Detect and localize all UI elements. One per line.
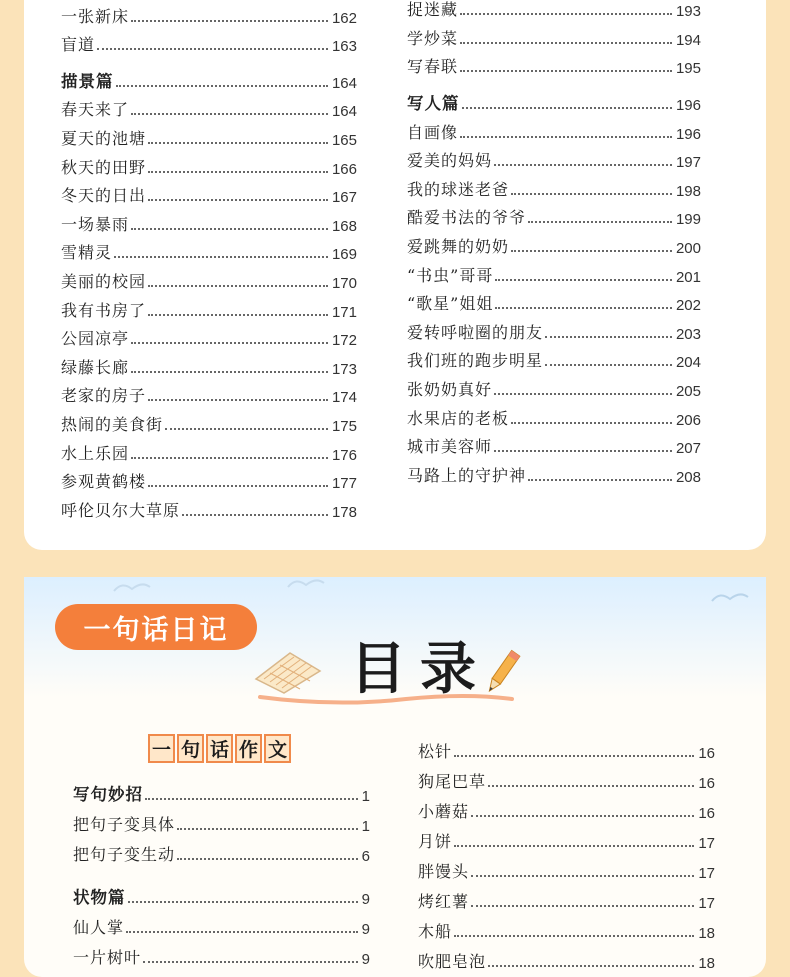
toc-entry-page: 16 bbox=[698, 775, 715, 792]
section-title-boxed bbox=[148, 734, 291, 763]
toc-entry-title: 自画像 bbox=[407, 122, 459, 142]
toc-entry[interactable] bbox=[73, 805, 370, 835]
toc-entry-page: 200 bbox=[675, 239, 701, 257]
toc-entry[interactable] bbox=[407, 400, 701, 429]
toc-entry-page: 193 bbox=[675, 3, 701, 21]
toc-entry-page: 17 bbox=[698, 835, 715, 852]
toc-entry-title: 写人篇 bbox=[407, 93, 460, 113]
toc-section-heading[interactable] bbox=[73, 878, 370, 908]
toc-entry-title: 夏天的池塘 bbox=[61, 128, 147, 148]
toc-section-heading[interactable] bbox=[407, 85, 701, 114]
toc-entry-page: 9 bbox=[361, 891, 370, 908]
page-title: 目录 bbox=[350, 637, 490, 702]
toc-entry-title: 爱美的妈妈 bbox=[407, 151, 493, 171]
dot-leader bbox=[182, 514, 328, 516]
toc-entry-page: 165 bbox=[331, 131, 357, 149]
toc-entry-page: 162 bbox=[331, 9, 357, 27]
toc-entry[interactable] bbox=[407, 343, 701, 372]
bird-icon bbox=[710, 589, 750, 607]
toc-entry[interactable] bbox=[407, 314, 701, 343]
dot-leader bbox=[454, 845, 694, 847]
toc-entry-title: 我有书房了 bbox=[61, 300, 147, 320]
dot-leader bbox=[114, 256, 328, 258]
toc-entry-title: 吹肥皂泡 bbox=[418, 952, 487, 971]
dot-leader bbox=[494, 164, 672, 166]
toc-entry[interactable] bbox=[407, 200, 701, 229]
toc-entry-title: 冬天的日出 bbox=[61, 186, 147, 206]
toc-entry-title: 呼伦贝尔大草原 bbox=[61, 500, 181, 520]
toc-entry-page: 178 bbox=[331, 503, 357, 521]
toc-entry[interactable] bbox=[61, 149, 357, 178]
toc-entry-title: 木船 bbox=[418, 922, 453, 941]
dot-leader bbox=[528, 479, 672, 481]
dot-leader bbox=[471, 815, 694, 817]
toc-entry-title: 写句妙招 bbox=[73, 785, 143, 804]
dot-leader bbox=[495, 307, 672, 309]
toc-entry-page: 207 bbox=[675, 440, 701, 458]
dot-leader bbox=[116, 85, 328, 87]
toc-entry[interactable] bbox=[61, 235, 357, 264]
toc-entry-title: 热闹的美食街 bbox=[61, 414, 164, 434]
toc-entry-page: 1 bbox=[361, 788, 370, 805]
toc-entry-title: 水上乐园 bbox=[61, 443, 130, 463]
toc-entry-title: 我们班的跑步明星 bbox=[407, 351, 544, 371]
dot-leader bbox=[454, 755, 694, 757]
toc-card-bottom bbox=[24, 577, 766, 977]
toc-entry-title: 秋天的田野 bbox=[61, 157, 147, 177]
toc-entry-page: 164 bbox=[331, 103, 357, 121]
dot-leader bbox=[128, 901, 358, 903]
toc-entry-title: 把句子变生动 bbox=[73, 845, 176, 864]
toc-entry-title: 小蘑菇 bbox=[418, 802, 470, 821]
toc-entry-title: 公园凉亭 bbox=[61, 329, 130, 349]
toc-entry-title: “书虫”哥哥 bbox=[407, 265, 494, 285]
section-gap bbox=[61, 55, 357, 63]
toc-entry-title: 酷爱书法的爷爷 bbox=[407, 208, 527, 228]
bird-icon bbox=[286, 575, 326, 593]
dot-leader bbox=[131, 457, 328, 459]
toc-entry-page: 17 bbox=[698, 865, 715, 882]
dot-leader bbox=[148, 399, 328, 401]
toc-entry-title: 学炒菜 bbox=[407, 28, 459, 48]
dot-leader bbox=[148, 285, 328, 287]
toc-entry-title: 雪精灵 bbox=[61, 243, 113, 263]
toc-entry[interactable] bbox=[73, 908, 370, 938]
toc-entry-page: 16 bbox=[698, 745, 715, 762]
toc-entry-page: 9 bbox=[361, 921, 370, 938]
toc-entry-title: 一张新床 bbox=[61, 6, 130, 26]
toc-section-heading[interactable] bbox=[73, 775, 370, 805]
section-title-char: 话 bbox=[206, 734, 233, 763]
toc-column-right bbox=[418, 732, 715, 972]
toc-entry[interactable] bbox=[61, 0, 357, 27]
toc-entry-title: 爱转呼啦圈的朋友 bbox=[407, 322, 544, 342]
toc-entry[interactable] bbox=[418, 912, 715, 942]
toc-entry[interactable] bbox=[407, 114, 701, 143]
toc-entry[interactable] bbox=[407, 171, 701, 200]
toc-entry[interactable] bbox=[61, 464, 357, 493]
toc-entry-page: 163 bbox=[331, 38, 357, 56]
toc-section-heading[interactable] bbox=[61, 63, 357, 92]
dot-leader bbox=[148, 171, 328, 173]
toc-entry-page: 197 bbox=[675, 154, 701, 172]
dot-leader bbox=[131, 113, 328, 115]
dot-leader bbox=[177, 828, 358, 830]
toc-entry[interactable] bbox=[61, 206, 357, 235]
toc-entry[interactable] bbox=[61, 263, 357, 292]
section-title-char: 作 bbox=[235, 734, 262, 763]
toc-entry-title: 参观黄鹤楼 bbox=[61, 472, 147, 492]
toc-entry[interactable] bbox=[61, 120, 357, 149]
toc-entry-page: 199 bbox=[675, 211, 701, 229]
toc-entry[interactable] bbox=[418, 762, 715, 792]
toc-entry-page: 166 bbox=[331, 160, 357, 178]
toc-entry[interactable] bbox=[418, 732, 715, 762]
toc-entry-title: 描景篇 bbox=[61, 71, 114, 91]
toc-entry-page: 196 bbox=[675, 96, 701, 114]
toc-entry[interactable] bbox=[61, 178, 357, 207]
toc-card-top bbox=[24, 0, 766, 550]
dot-leader bbox=[511, 250, 672, 252]
toc-entry[interactable] bbox=[407, 228, 701, 257]
dot-leader bbox=[126, 931, 358, 933]
toc-entry-page: 164 bbox=[331, 74, 357, 92]
dot-leader bbox=[148, 485, 328, 487]
toc-entry-title: 我的球迷老爸 bbox=[407, 179, 510, 199]
toc-entry-title: 一场暴雨 bbox=[61, 214, 130, 234]
toc-entry-page: 204 bbox=[675, 354, 701, 372]
dot-leader bbox=[511, 193, 672, 195]
toc-entry-page: 16 bbox=[698, 805, 715, 822]
toc-entry-page: 173 bbox=[331, 360, 357, 378]
toc-entry[interactable] bbox=[407, 0, 701, 20]
toc-entry-page: 18 bbox=[698, 955, 715, 972]
dot-leader bbox=[495, 279, 672, 281]
toc-column-left bbox=[61, 0, 357, 521]
toc-entry-page: 175 bbox=[331, 417, 357, 435]
dot-leader bbox=[165, 428, 328, 430]
toc-entry-page: 196 bbox=[675, 125, 701, 143]
dot-leader bbox=[131, 342, 328, 344]
toc-entry[interactable] bbox=[61, 378, 357, 407]
dot-leader bbox=[462, 107, 672, 109]
toc-entry-title: 水果店的老板 bbox=[407, 408, 510, 428]
toc-entry-page: 194 bbox=[675, 31, 701, 49]
toc-entry-page: 195 bbox=[675, 60, 701, 78]
dot-leader bbox=[177, 858, 358, 860]
dot-leader bbox=[148, 142, 328, 144]
dot-leader bbox=[131, 20, 328, 22]
toc-entry-title: 状物篇 bbox=[73, 888, 126, 907]
dot-leader bbox=[148, 199, 328, 201]
toc-entry-page: 18 bbox=[698, 925, 715, 942]
toc-entry[interactable] bbox=[407, 429, 701, 458]
toc-entry[interactable] bbox=[61, 92, 357, 121]
toc-entry-title: 仙人掌 bbox=[73, 918, 125, 937]
section-title-char: 一 bbox=[148, 734, 175, 763]
toc-entry-page: 6 bbox=[361, 848, 370, 865]
toc-entry[interactable] bbox=[418, 942, 715, 972]
dot-leader bbox=[528, 221, 672, 223]
toc-column-right bbox=[407, 0, 701, 486]
toc-entry-title: 绿藤长廊 bbox=[61, 357, 130, 377]
toc-entry[interactable] bbox=[61, 406, 357, 435]
section-gap bbox=[407, 77, 701, 85]
toc-entry[interactable] bbox=[418, 792, 715, 822]
toc-entry-title: 烤红薯 bbox=[418, 892, 470, 911]
diary-badge: 一句话日记 bbox=[55, 604, 257, 650]
dot-leader bbox=[460, 42, 672, 44]
toc-entry[interactable] bbox=[407, 257, 701, 286]
toc-entry-title: 张奶奶真好 bbox=[407, 379, 493, 399]
toc-entry[interactable] bbox=[73, 835, 370, 865]
title-underline bbox=[256, 689, 516, 707]
bird-icon bbox=[112, 579, 152, 597]
toc-entry-title: 春天来了 bbox=[61, 100, 130, 120]
toc-entry-title: 盲道 bbox=[61, 35, 96, 55]
toc-entry[interactable] bbox=[407, 20, 701, 49]
toc-entry-title: 美丽的校园 bbox=[61, 271, 147, 291]
dot-leader bbox=[143, 961, 358, 963]
toc-entry[interactable] bbox=[407, 286, 701, 315]
toc-entry-page: 202 bbox=[675, 297, 701, 315]
toc-entry-page: 177 bbox=[331, 475, 357, 493]
pencil-icon bbox=[482, 647, 522, 699]
toc-entry-page: 206 bbox=[675, 411, 701, 429]
toc-entry[interactable] bbox=[61, 349, 357, 378]
toc-entry-page: 203 bbox=[675, 325, 701, 343]
toc-entry-title: 城市美容师 bbox=[407, 437, 493, 457]
toc-entry-page: 170 bbox=[331, 274, 357, 292]
toc-entry[interactable] bbox=[407, 143, 701, 172]
toc-entry[interactable] bbox=[61, 321, 357, 350]
toc-entry-title: 松针 bbox=[418, 742, 453, 761]
dot-leader bbox=[460, 136, 672, 138]
dot-leader bbox=[454, 935, 694, 937]
dot-leader bbox=[97, 48, 328, 50]
dot-leader bbox=[511, 422, 672, 424]
dot-leader bbox=[145, 798, 358, 800]
toc-entry[interactable] bbox=[418, 822, 715, 852]
toc-entry[interactable] bbox=[61, 435, 357, 464]
toc-entry-page: 198 bbox=[675, 182, 701, 200]
toc-column-left bbox=[73, 775, 370, 968]
dot-leader bbox=[460, 13, 672, 15]
toc-entry-title: “歌星”姐姐 bbox=[407, 294, 494, 314]
section-title-char: 句 bbox=[177, 734, 204, 763]
dot-leader bbox=[545, 336, 672, 338]
dot-leader bbox=[494, 450, 672, 452]
dot-leader bbox=[471, 905, 694, 907]
toc-entry-page: 208 bbox=[675, 468, 701, 486]
toc-entry[interactable] bbox=[61, 27, 357, 56]
toc-entry-page: 171 bbox=[331, 303, 357, 321]
toc-entry-title: 狗尾巴草 bbox=[418, 772, 487, 791]
toc-entry[interactable] bbox=[61, 292, 357, 321]
toc-entry-title: 老家的房子 bbox=[61, 386, 147, 406]
toc-entry-title: 捉迷藏 bbox=[407, 0, 459, 20]
dot-leader bbox=[131, 228, 328, 230]
toc-entry[interactable] bbox=[407, 457, 701, 486]
toc-entry[interactable] bbox=[61, 492, 357, 521]
toc-entry-page: 1 bbox=[361, 818, 370, 835]
dot-leader bbox=[471, 875, 694, 877]
toc-entry[interactable] bbox=[407, 49, 701, 78]
toc-entry-title: 爱跳舞的奶奶 bbox=[407, 236, 510, 256]
toc-entry-title: 写春联 bbox=[407, 57, 459, 77]
toc-entry-title: 月饼 bbox=[418, 832, 453, 851]
toc-entry[interactable] bbox=[407, 371, 701, 400]
toc-entry-page: 17 bbox=[698, 895, 715, 912]
toc-entry-page: 167 bbox=[331, 189, 357, 207]
dot-leader bbox=[494, 393, 672, 395]
toc-entry-page: 201 bbox=[675, 268, 701, 286]
toc-entry[interactable] bbox=[418, 882, 715, 912]
toc-entry-title: 把句子变具体 bbox=[73, 815, 176, 834]
dot-leader bbox=[488, 965, 694, 967]
toc-entry-page: 176 bbox=[331, 446, 357, 464]
toc-entry-page: 169 bbox=[331, 246, 357, 264]
dot-leader bbox=[131, 371, 328, 373]
toc-entry-page: 172 bbox=[331, 332, 357, 350]
dot-leader bbox=[460, 70, 672, 72]
section-gap bbox=[73, 865, 370, 878]
dot-leader bbox=[488, 785, 694, 787]
toc-entry[interactable] bbox=[418, 852, 715, 882]
section-title-char: 文 bbox=[264, 734, 291, 763]
toc-entry-title: 胖馒头 bbox=[418, 862, 470, 881]
toc-entry-page: 168 bbox=[331, 217, 357, 235]
dot-leader bbox=[148, 314, 328, 316]
toc-entry-title: 马路上的守护神 bbox=[407, 465, 527, 485]
toc-entry-page: 174 bbox=[331, 389, 357, 407]
dot-leader bbox=[545, 364, 672, 366]
toc-entry[interactable] bbox=[73, 938, 370, 968]
toc-entry-page: 9 bbox=[361, 951, 370, 968]
toc-entry-page: 205 bbox=[675, 382, 701, 400]
toc-entry-title: 一片树叶 bbox=[73, 948, 142, 967]
